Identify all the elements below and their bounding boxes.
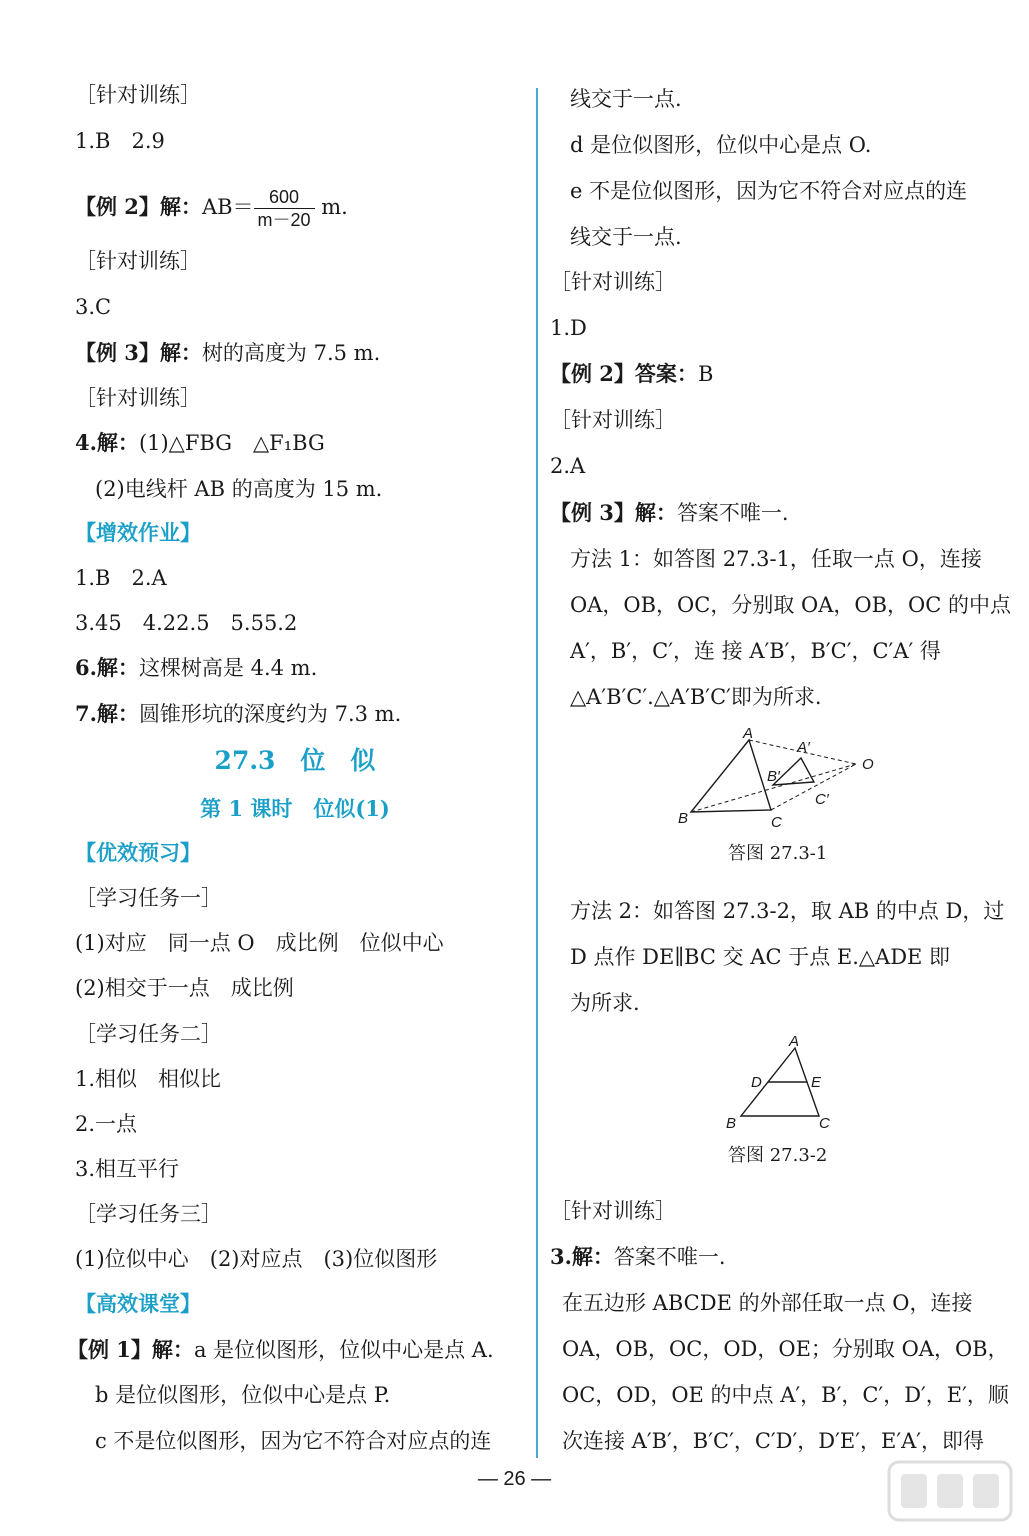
answer-line: 1.相似 相似比 (75, 1067, 222, 1091)
example-3-answer (550, 498, 789, 528)
midline-diagram (722, 1032, 842, 1132)
label-e: E (811, 1074, 822, 1091)
answer-text: 答案不唯一. (613, 1245, 726, 1269)
fraction-numerator: 600 (254, 186, 315, 209)
answer-line (75, 653, 317, 683)
fraction-denominator: m－20 (257, 210, 311, 230)
section-label: ［学习任务一］ (75, 886, 222, 910)
label-b: B (678, 810, 689, 827)
answer-line: 在五边形 ABCDE 的外部任取一点 O，连接 (562, 1291, 973, 1315)
answer-line: 线交于一点. (570, 87, 682, 111)
section-label: ［针对训练］ (550, 270, 676, 294)
label-a: A (789, 1033, 800, 1050)
figure-27-3-2 (722, 1032, 842, 1132)
figure-caption: 答图 27.3-2 (728, 1145, 828, 1166)
formula-suffix: m. (314, 195, 348, 219)
answer-line: (1)对应 同一点 O 成比例 位似中心 (75, 931, 444, 955)
fraction (254, 186, 315, 231)
method-1-line: 方法 1：如答图 27.3-1，任取一点 O，连接 (570, 547, 982, 571)
example-text: 树的高度为 7.5 m. (201, 341, 381, 365)
answer-line: 1.B 2.A (75, 566, 167, 590)
answer-line: 次连接 A′B′，B′C′，C′D′，D′E′，E′A′，即得 (562, 1429, 985, 1453)
answer-line: 线交于一点. (570, 225, 682, 249)
section-label: ［针对训练］ (550, 408, 676, 432)
lesson-title: 第 1 课时 位似(1) (200, 796, 390, 821)
answer-text: 这棵树高是 4.4 m. (138, 656, 318, 680)
heading-zengxiao: 【增效作业】 (75, 520, 201, 545)
page-number: — 26 — (477, 1468, 552, 1490)
triangle-abc (691, 740, 771, 812)
example-label: 【例 3】解： (75, 340, 202, 365)
answer-line: 3.相互平行 (75, 1157, 180, 1181)
section-label: ［针对训练］ (75, 249, 201, 273)
example-text: B (697, 362, 714, 386)
section-label: ［针对训练］ (550, 1199, 676, 1223)
label-a: A (743, 728, 754, 742)
example-label: 【例 3】解： (550, 500, 677, 525)
label-a-prime: A′ (797, 739, 810, 756)
example-1-line (67, 1335, 494, 1365)
homothety-diagram-1 (670, 728, 890, 838)
section-title: 27.3 位 似 (214, 746, 376, 775)
section-label: ［针对训练］ (75, 83, 201, 107)
answer-label: 7.解： (75, 701, 139, 726)
label-b-prime: B′ (767, 768, 780, 785)
example-label: 【例 2】答案： (550, 361, 698, 386)
answer-label: 6.解： (75, 655, 139, 680)
example-text: 答案不唯一. (676, 501, 789, 525)
answer-line: (1)位似中心 (2)对应点 (3)位似图形 (75, 1247, 438, 1271)
answer-line (75, 699, 401, 729)
label-c-prime: C′ (815, 791, 829, 808)
answer-line: e 不是位似图形，因为它不符合对应点的连 (570, 179, 968, 203)
formula-prefix: AB＝ (201, 195, 254, 219)
answer-line: 2.一点 (75, 1112, 138, 1136)
example-2-answer (550, 359, 713, 389)
method-2-line: D 点作 DE∥BC 交 AC 于点 E.△ADE 即 (570, 945, 951, 969)
heading-youxiao: 【优效预习】 (75, 840, 201, 865)
label-o: O (862, 756, 874, 773)
label-c: C (819, 1115, 830, 1132)
label-d: D (751, 1074, 762, 1091)
answer-text: (1)△FBG △F₁BG (138, 431, 325, 455)
section-label: ［学习任务三］ (75, 1202, 222, 1226)
answer-line: OC，OD，OE 的中点 A′，B′，C′，D′，E′，顺 (562, 1383, 1009, 1407)
figure-27-3-1 (670, 728, 890, 838)
example-2-line (75, 186, 348, 231)
answer-line: b 是位似图形，位似中心是点 P. (95, 1383, 391, 1407)
answer-line: 1.B 2.9 (75, 129, 165, 153)
label-b: B (726, 1115, 737, 1132)
method-1-line: △A′B′C′.△A′B′C′即为所求. (570, 685, 822, 709)
answer-line: d 是位似图形，位似中心是点 O. (570, 133, 872, 157)
column-divider (536, 88, 538, 1458)
method-2-line: 方法 2：如答图 27.3-2，取 AB 的中点 D，过 (570, 899, 1005, 923)
example-label: 【例 2】解： (75, 194, 202, 219)
method-1-line: A′，B′，C′，连 接 A′B′，B′C′，C′A′ 得 (570, 639, 941, 663)
answer-line: c 不是位似图形，因为它不符合对应点的连 (95, 1429, 492, 1453)
answer-text: 圆锥形坑的深度约为 7.3 m. (138, 702, 402, 726)
answer-line: 3.C (75, 295, 112, 319)
label-c: C (771, 814, 782, 831)
example-3-line (75, 338, 380, 368)
method-1-line: OA，OB，OC，分别取 OA，OB，OC 的中点 (570, 593, 1011, 617)
watermark-logo (885, 1456, 1015, 1526)
answer-line: 1.D (550, 316, 587, 340)
answer-label: 4.解： (75, 430, 139, 455)
example-label: 【例 1】解： (67, 1337, 194, 1362)
heading-gaoxiao: 【高效课堂】 (75, 1291, 201, 1316)
answer-line: OA，OB，OC，OD，OE；分别取 OA，OB， (562, 1337, 1009, 1361)
example-text: a 是位似图形，位似中心是点 A. (193, 1338, 494, 1362)
answer-line: 2.A (550, 454, 586, 478)
figure-caption: 答图 27.3-1 (728, 843, 828, 864)
method-2-line: 为所求. (570, 991, 640, 1015)
answer-line: (2)电线杆 AB 的高度为 15 m. (95, 477, 383, 501)
answer-line (75, 428, 325, 458)
answer-label: 3.解： (550, 1244, 614, 1269)
answer-line: (2)相交于一点 成比例 (75, 976, 294, 1000)
answer-line (550, 1242, 726, 1272)
section-label: ［针对训练］ (75, 386, 201, 410)
answer-line: 3.45 4.22.5 5.55.2 (75, 611, 298, 635)
section-label: ［学习任务二］ (75, 1022, 222, 1046)
